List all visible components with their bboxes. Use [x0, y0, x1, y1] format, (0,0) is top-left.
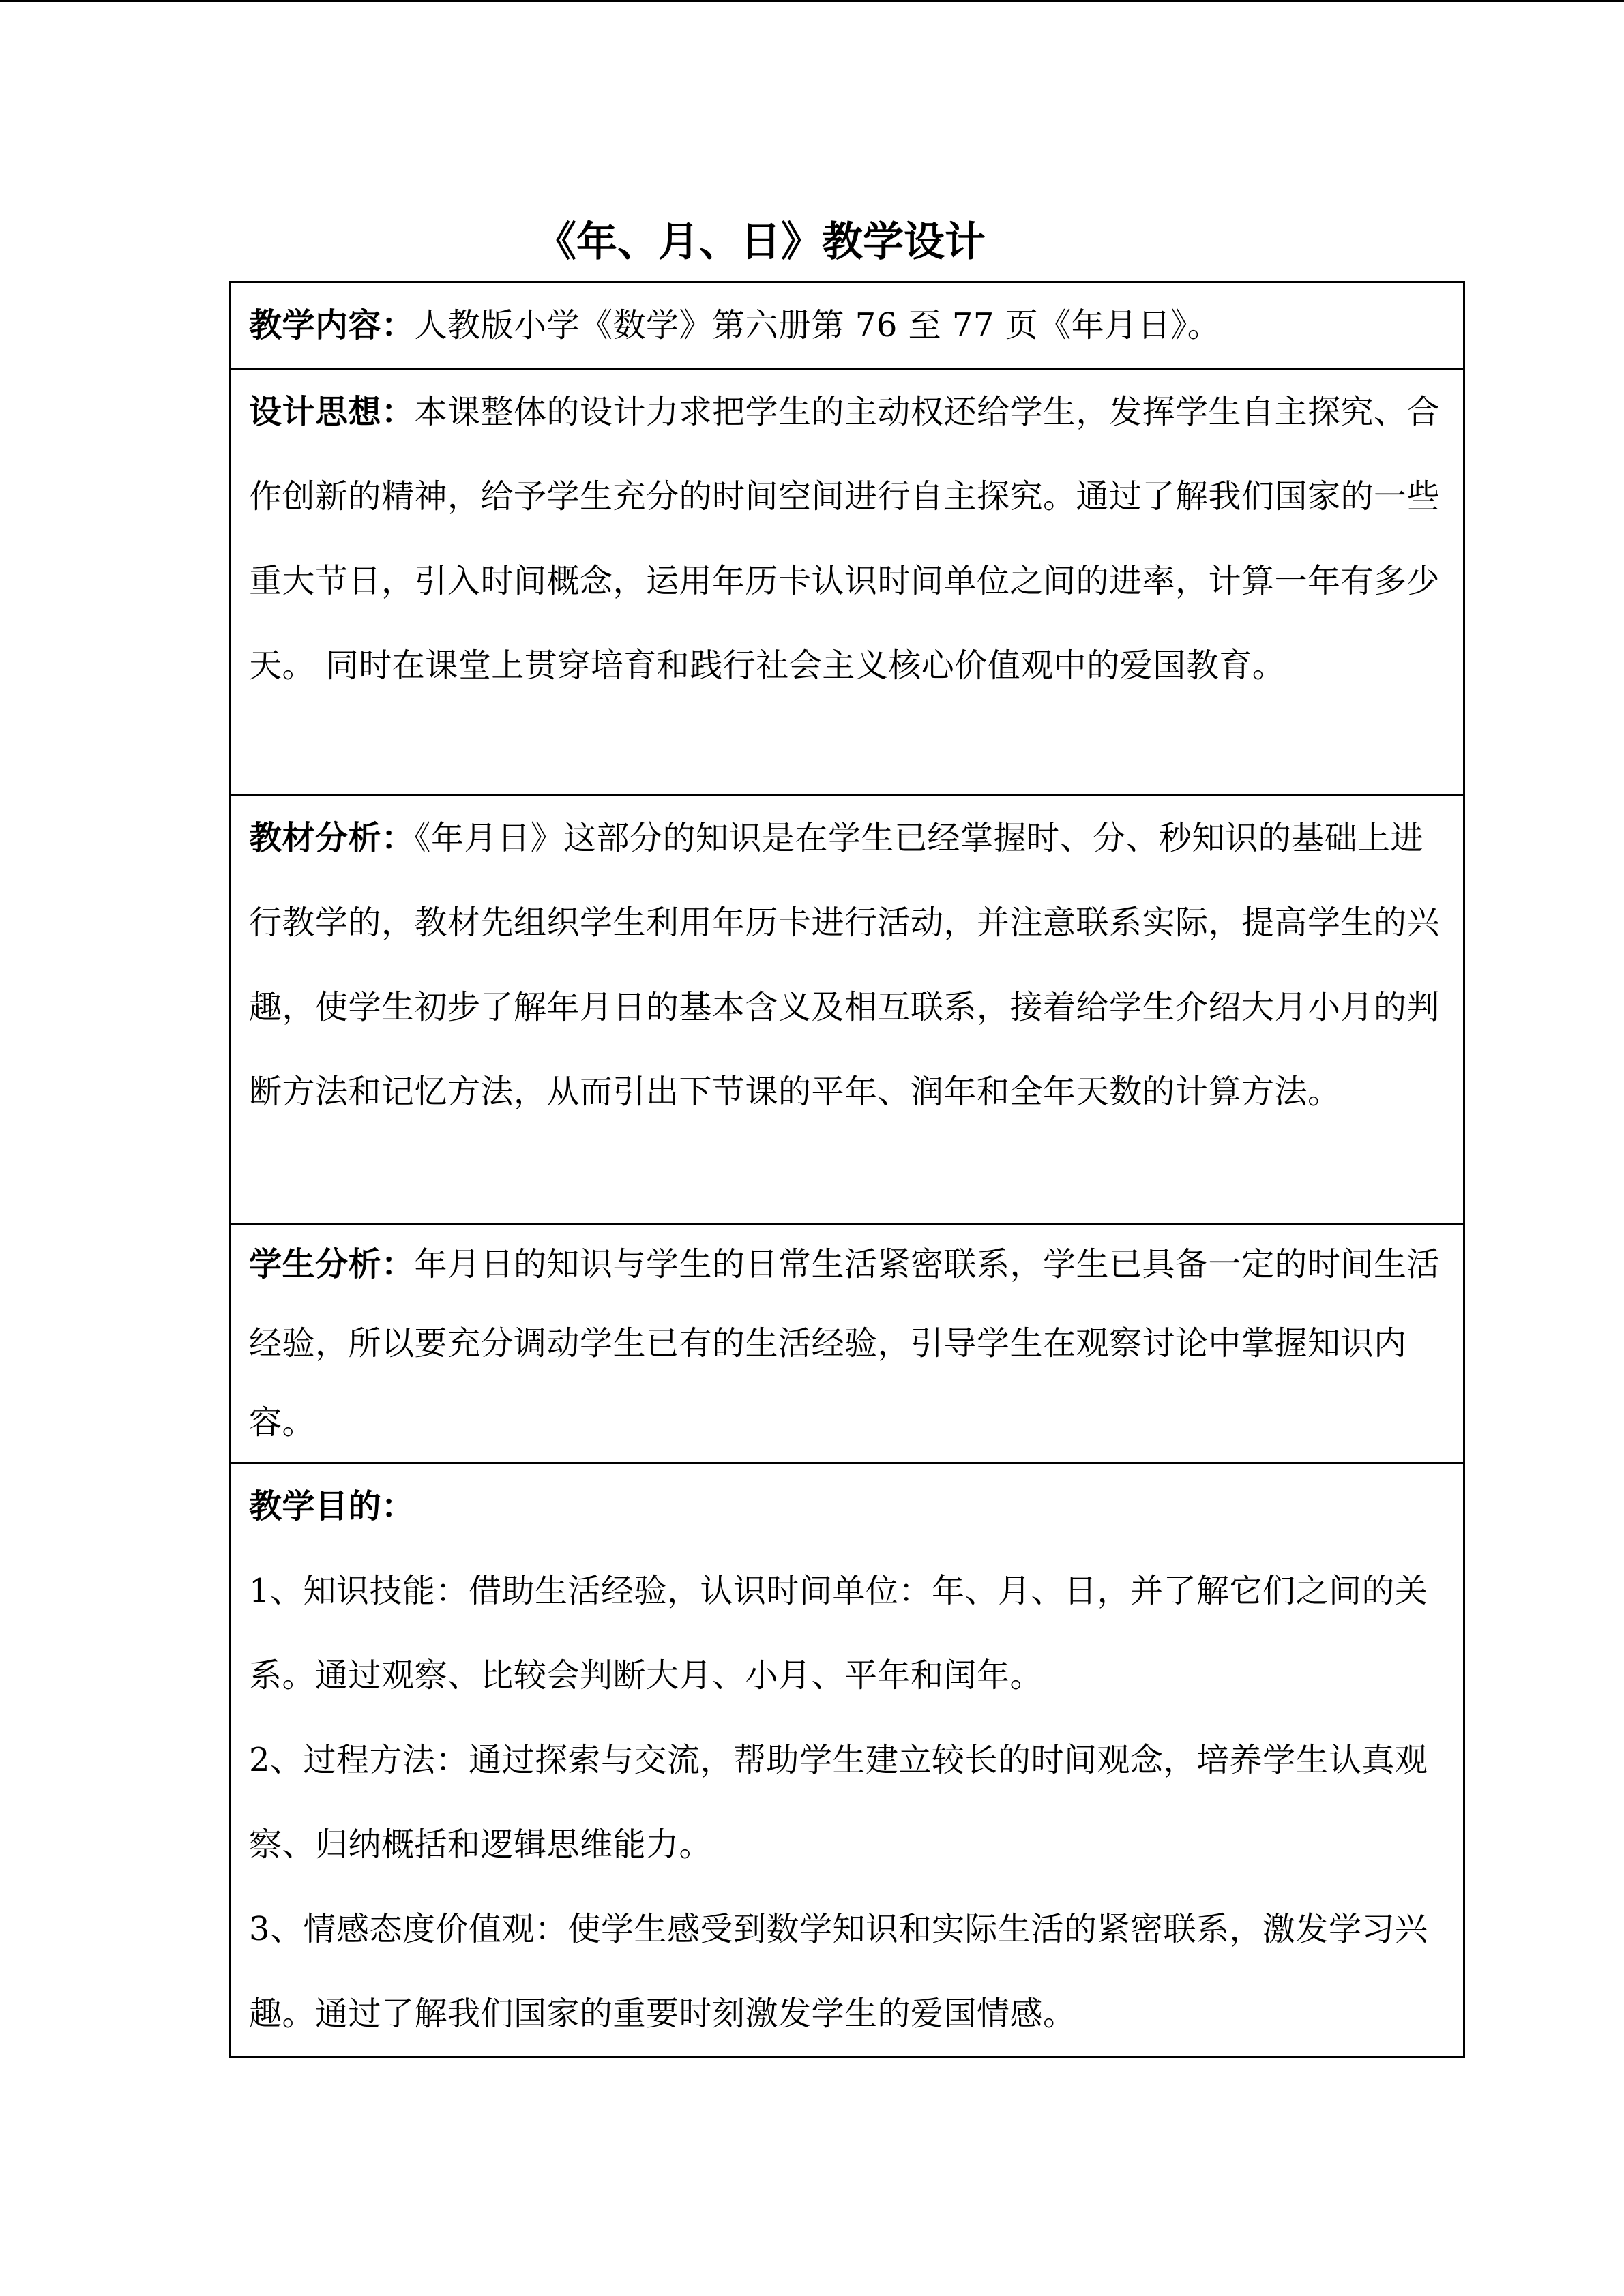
- teaching-content-text: 人教版小学《数学》第六册第 76 至 77 页《年月日》。: [414, 306, 1221, 344]
- design-idea-label: 设计思想：: [249, 393, 415, 431]
- goal-item-knowledge: 1、知识技能：借助生活经验，认识时间单位：年、月、日，并了解它们之间的关系。通过观察、比较会判断大月、小月、平年和闰年。: [249, 1572, 1428, 1695]
- material-analysis-text: 《年月日》这部分的知识是在学生已经掌握时、分、秒知识的基础上进行教学的，教材先组织学生利用年历卡进行活动，并注意联系实际，提高学生的兴趣，使学生初步了解年月日的基本含义及相互联系，接着给学生介绍大月小月的判断方法和记忆方法，从而引出下节课的平年、润年和全年天数的计算方法。: [249, 819, 1441, 1111]
- goal-item-process: 2、过程方法：通过探索与交流，帮助学生建立较长的时间观念，培养学生认真观察、归纳概括和逻辑思维能力。: [249, 1741, 1428, 1864]
- teaching-content-row: [231, 282, 1464, 369]
- teaching-goals-label: 教学目的：: [249, 1487, 415, 1525]
- student-analysis-text: 年月日的知识与学生的日常生活紧密联系，学生已具备一定的时间生活经验，所以要充分调动学生已有的生活经验，引导学生在观察讨论中掌握知识内容。: [249, 1245, 1441, 1442]
- design-idea-text: 本课整体的设计力求把学生的主动权还给学生，发挥学生自主探究、合作创新的精神，给予学生充分的时间空间进行自主探究。通过了解我们国家的一些重大节日，引入时间概念，运用年历卡认识时间单位之间的进率，计算一年有多少天。 同时在课堂上贯穿培育和践行社会主义核心价值观中的爱国教育。: [249, 393, 1441, 685]
- goal-item-emotion: 3、情感态度价值观：使学生感受到数学知识和实际生活的紧密联系，激发学习兴趣。通过了解我们国家的重要时刻激发学生的爱国情感。: [249, 1910, 1428, 2033]
- material-analysis-cell: [231, 795, 1464, 1224]
- material-analysis-row: [231, 795, 1464, 1224]
- design-idea-row: [231, 369, 1464, 795]
- student-analysis-label: 学生分析：: [249, 1245, 415, 1283]
- material-analysis-label: 教材分析：: [249, 819, 415, 857]
- lesson-plan-table: [229, 281, 1465, 2058]
- top-border-line: [0, 0, 1624, 2]
- teaching-content-label: 教学内容：: [249, 306, 415, 344]
- design-idea-cell: [231, 369, 1464, 795]
- student-analysis-cell: [231, 1224, 1464, 1463]
- teaching-goals-row: [231, 1463, 1464, 2057]
- teaching-goals-cell: [231, 1463, 1464, 2057]
- teaching-content-cell: [231, 282, 1464, 369]
- student-analysis-row: [231, 1224, 1464, 1463]
- document-title: 《年、月、日》教学设计: [535, 218, 986, 266]
